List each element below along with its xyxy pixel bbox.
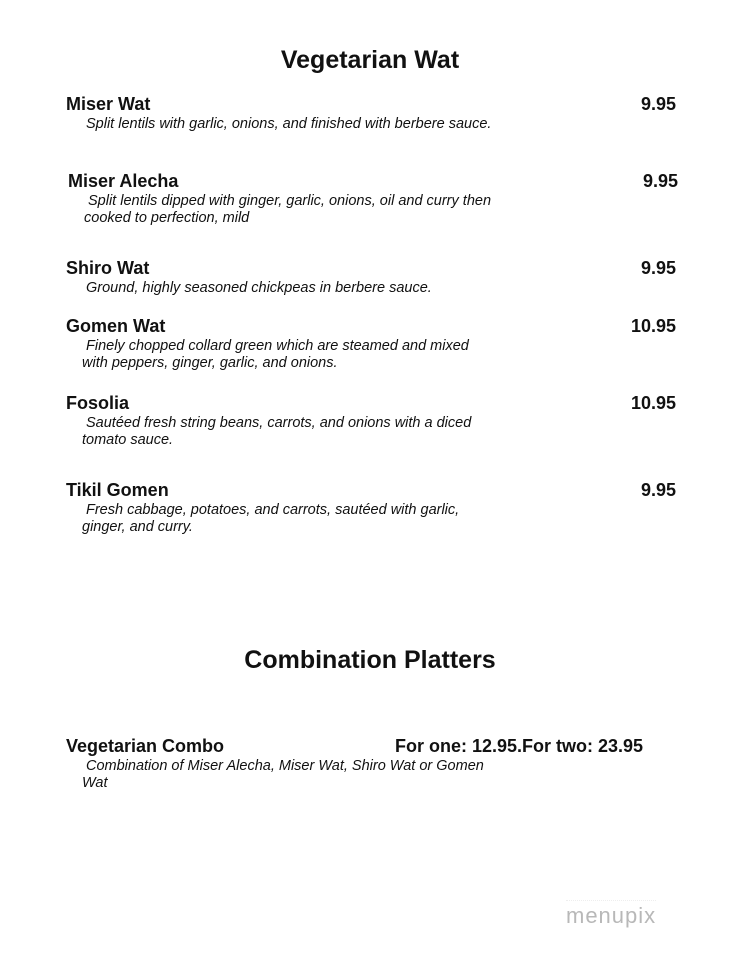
item-price: 10.95 (630, 393, 676, 413)
menu-item (68, 170, 678, 227)
item-name: Miser Alecha (68, 171, 179, 191)
item-description: Combination of Miser Alecha, Miser Wat, Shiro Wat or Gomen Wat (82, 758, 484, 791)
item-description: Fresh cabbage, potatoes, and carrots, sautéed with garlic, ginger, and curry. (82, 502, 460, 535)
item-name: Miser Wat (66, 94, 151, 114)
item-price: 9.95 (640, 480, 676, 500)
item-price: 10.95 (630, 316, 676, 336)
item-description: Split lentils dipped with ginger, garlic, onions, oil and curry then cooked to perfection, mild (84, 193, 492, 226)
menu-item (66, 392, 676, 449)
item-price: 9.95 (640, 94, 676, 114)
combo-item (66, 735, 676, 792)
item-name: Tikil Gomen (66, 480, 169, 500)
item-price: For one: 12.95.For two: 23.95 (395, 736, 644, 756)
menu-item (66, 479, 676, 536)
item-description: Split lentils with garlic, onions, and finished with berbere sauce. (86, 116, 492, 132)
item-description: Ground, highly seasoned chickpeas in berbere sauce. (86, 280, 432, 296)
item-price: 9.95 (642, 171, 678, 191)
item-name: Shiro Wat (66, 258, 150, 278)
item-name: Gomen Wat (66, 316, 166, 336)
item-price: 9.95 (640, 258, 676, 278)
item-description: Finely chopped collard green which are steamed and mixed with peppers, ginger, garlic, and onions. (82, 338, 469, 371)
menu-item (66, 93, 676, 133)
watermark-logo: menupix (566, 900, 656, 929)
menu-item (66, 257, 676, 297)
menu-item (66, 315, 676, 372)
item-description: Sautéed fresh string beans, carrots, and onions with a diced tomato sauce. (82, 415, 472, 448)
section-title-vegetarian-wat: Vegetarian Wat (280, 46, 460, 74)
item-name: Vegetarian Combo (66, 736, 225, 756)
item-name: Fosolia (66, 393, 130, 413)
section-title-combination-platters: Combination Platters (244, 646, 496, 674)
